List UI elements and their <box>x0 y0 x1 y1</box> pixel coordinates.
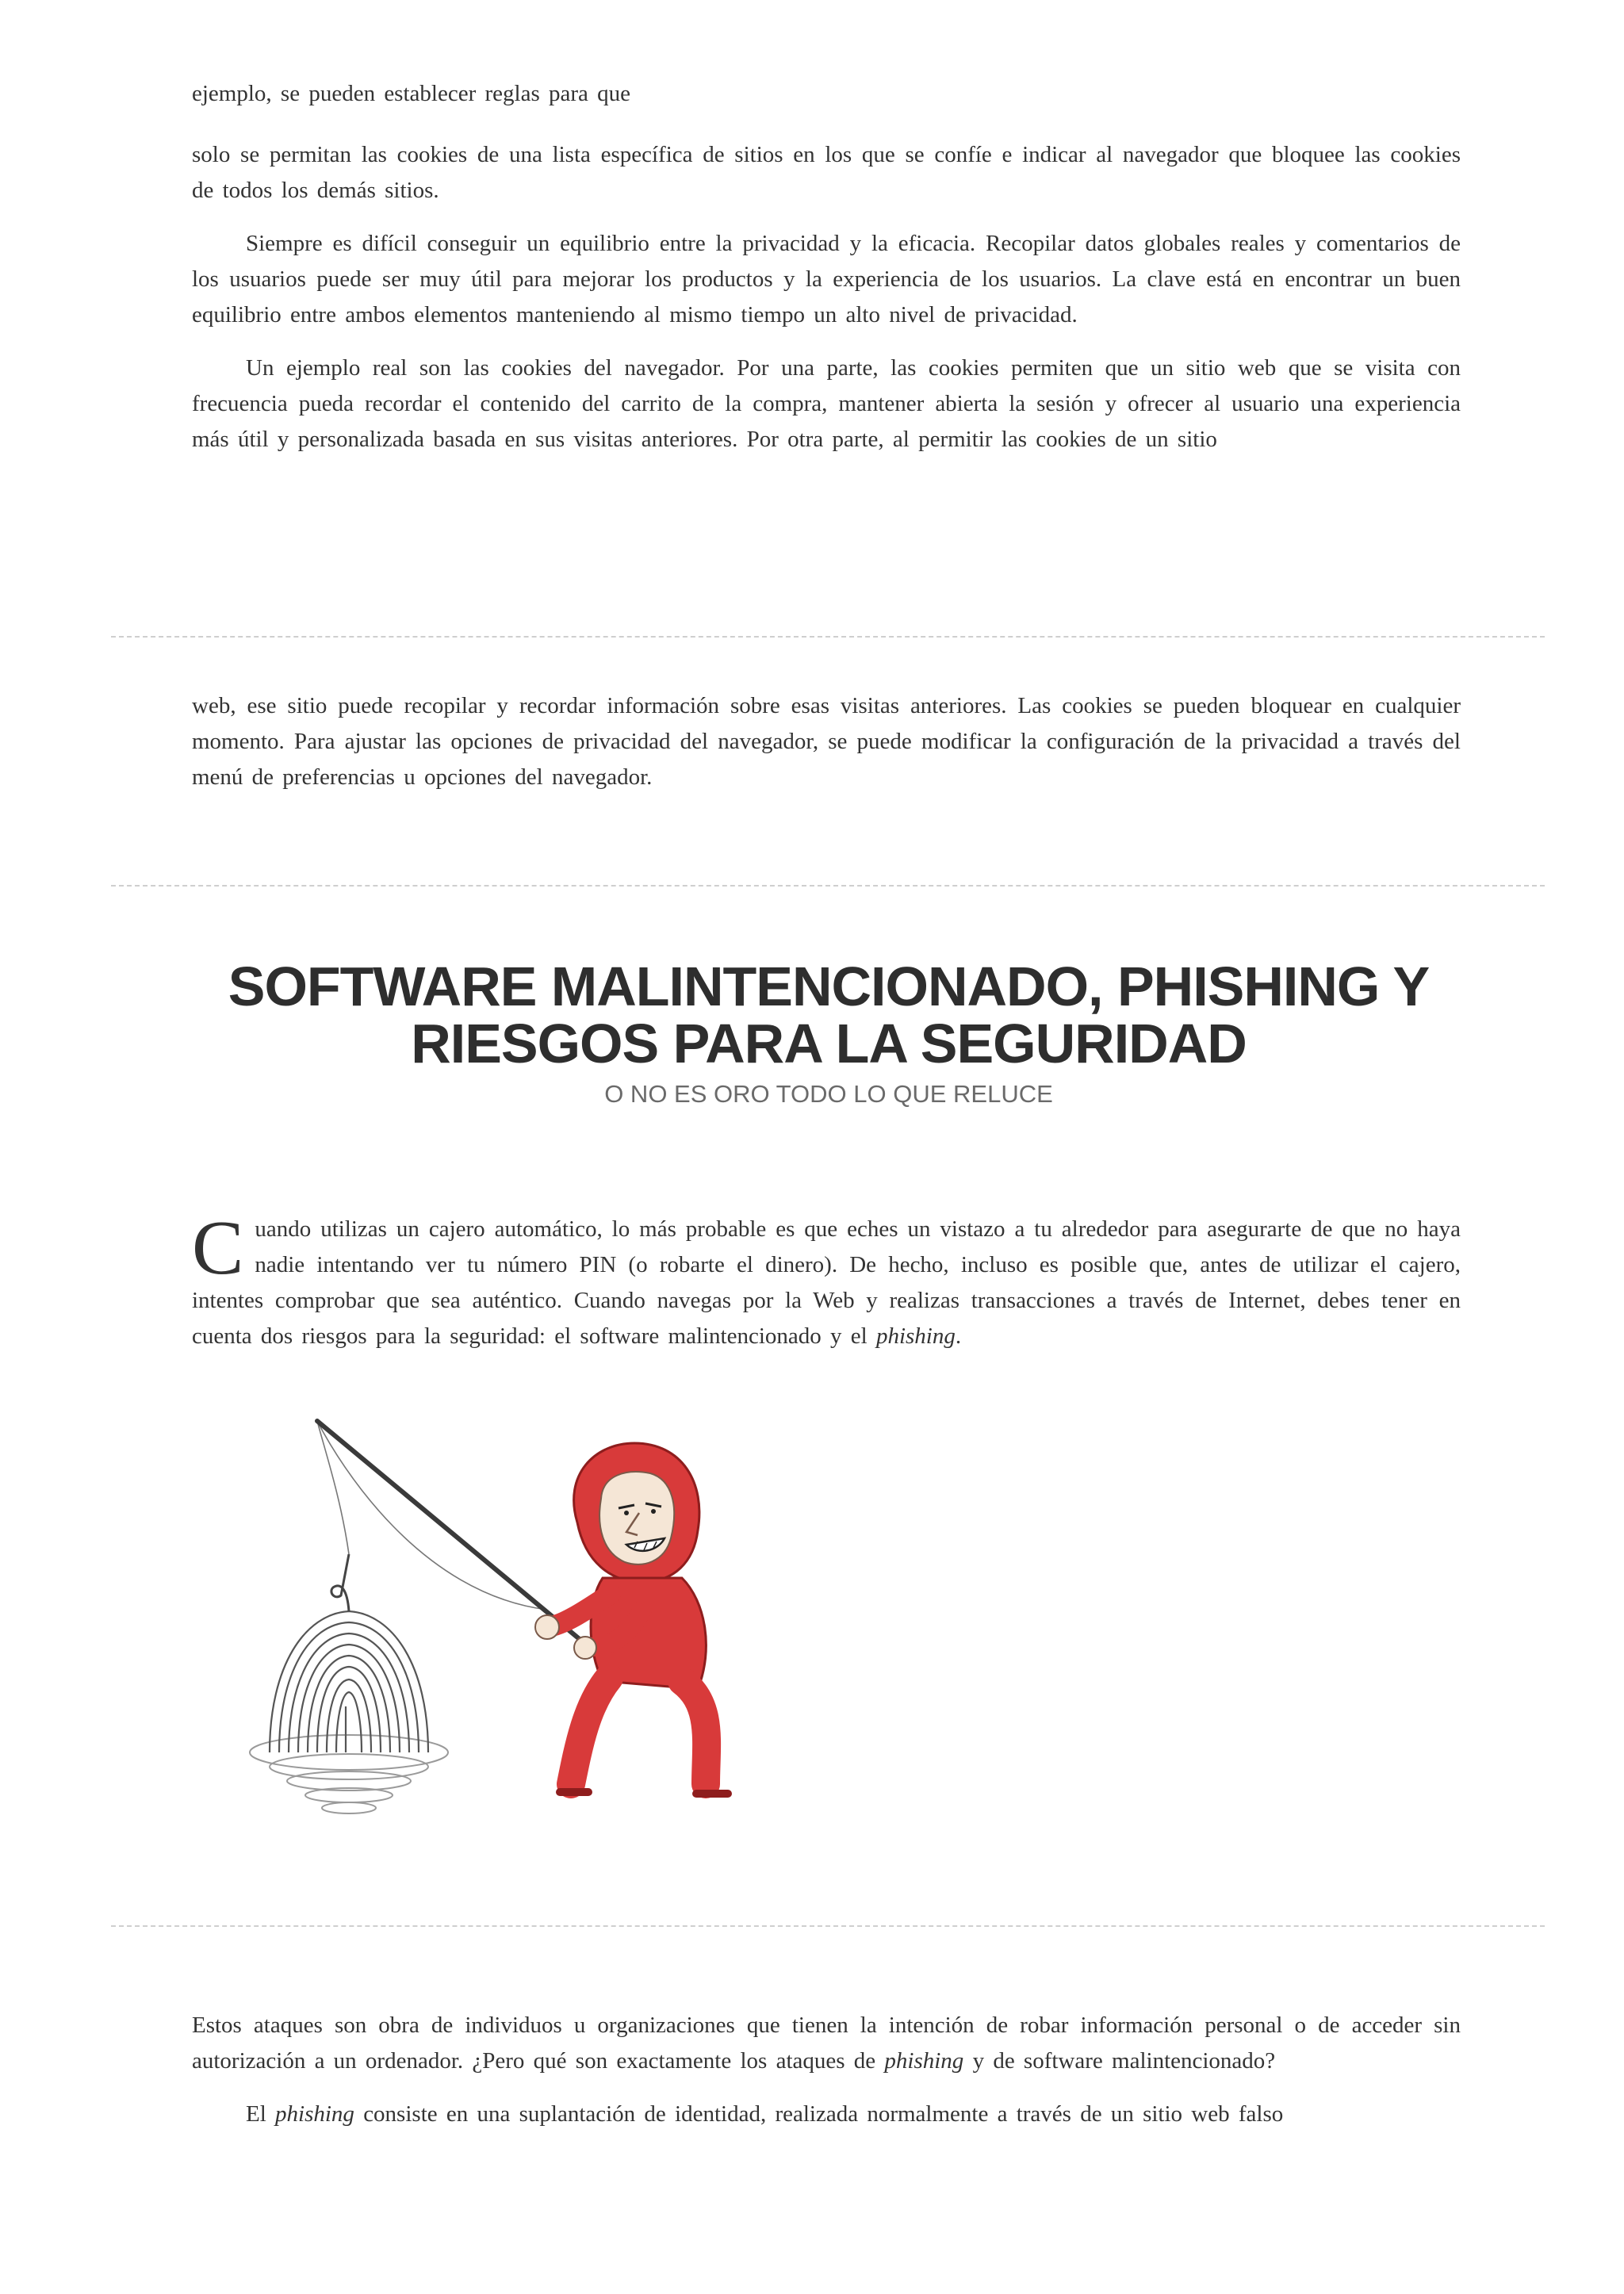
paragraph: Siempre es difícil conseguir un equilibrio entre la privacidad y la eficacia. Recopilar datos globales reales y comentarios de los usuarios puede ser muy útil para mejorar los productos y la experiencia de los usuarios. La clave está en encontrar un buen equilibrio entre ambos elementos manteniendo al mismo tiempo un alto nivel de privacidad. <box>192 231 1461 327</box>
paragraph: web, ese sitio puede recopilar y recordar información sobre esas visitas anteriores. Las cookies se pueden bloquear en cualquier momento. Para ajustar las opciones de privacidad del navegador, se puede modificar la configuración de la privacidad a través del menú de preferencias u opciones del navegador. <box>192 693 1461 790</box>
section-title <box>159 958 1499 1072</box>
top-text-block <box>192 76 1461 458</box>
phishing-illustration <box>230 1411 801 1855</box>
hooded-hacker-icon <box>535 1443 728 1794</box>
page-separator <box>111 885 1545 887</box>
paragraph: solo se permitan las cookies de una lista específica de sitios en los que se confíe e indicar al navegador que bloquee las cookies de todos los demás sitios. <box>192 142 1461 203</box>
paragraph: El phishing consiste en una suplantación de identidad, realizada normalmente a través de un sitio web falso <box>246 2101 1284 2127</box>
paragraph: ejemplo, se pueden establecer reglas para que <box>192 81 630 106</box>
intro-text-block <box>192 1205 1461 1354</box>
page-separator <box>111 636 1545 638</box>
page-separator <box>111 1925 1545 1927</box>
section-subtitle: O NO ES ORO TODO LO QUE RELUCE <box>604 1080 1053 1108</box>
section-title-line2: RIESGOS PARA LA SEGURIDAD <box>411 1013 1247 1074</box>
hook-icon <box>331 1554 349 1611</box>
drop-cap: C <box>192 1205 244 1291</box>
fingerprint-icon <box>270 1611 428 1752</box>
paragraph: Un ejemplo real son las cookies del navegador. Por una parte, las cookies permiten que un sitio web que se visita con frecuencia pueda recordar el contenido del carrito de la compra, mantener abierta la sesión y ofrecer al usuario una experiencia más útil y personalizada basada en sus visitas anteriores. Por otra parte, al permitir las cookies de un sitio <box>192 355 1461 452</box>
section-title-line1: SOFTWARE MALINTENCIONADO, PHISHING Y <box>228 956 1430 1017</box>
paragraph: Estos ataques son obra de individuos u organizaciones que tienen la intención de robar información personal o de acceder sin autorización a un ordenador. ¿Pero qué son exactamente los ataques de phishing y de software malintencionado? <box>192 2013 1461 2074</box>
mid-text-block <box>192 688 1461 795</box>
bottom-text-block <box>192 2008 1461 2132</box>
intro-paragraph: Cuando utilizas un cajero automático, lo más probable es que eches un vistazo a tu alrededor para asegurarte de que no haya nadie intentando ver tu número PIN (o robarte el dinero). De hecho, incluso es posible que, antes de utilizar el cajero, intentes comprobar que sea auténtico. Cuando navegas por la Web y realizas transacciones a través de Internet, debes tener en cuenta dos riesgos para la seguridad: el software malintencionado y el phishing. <box>192 1205 1461 1349</box>
